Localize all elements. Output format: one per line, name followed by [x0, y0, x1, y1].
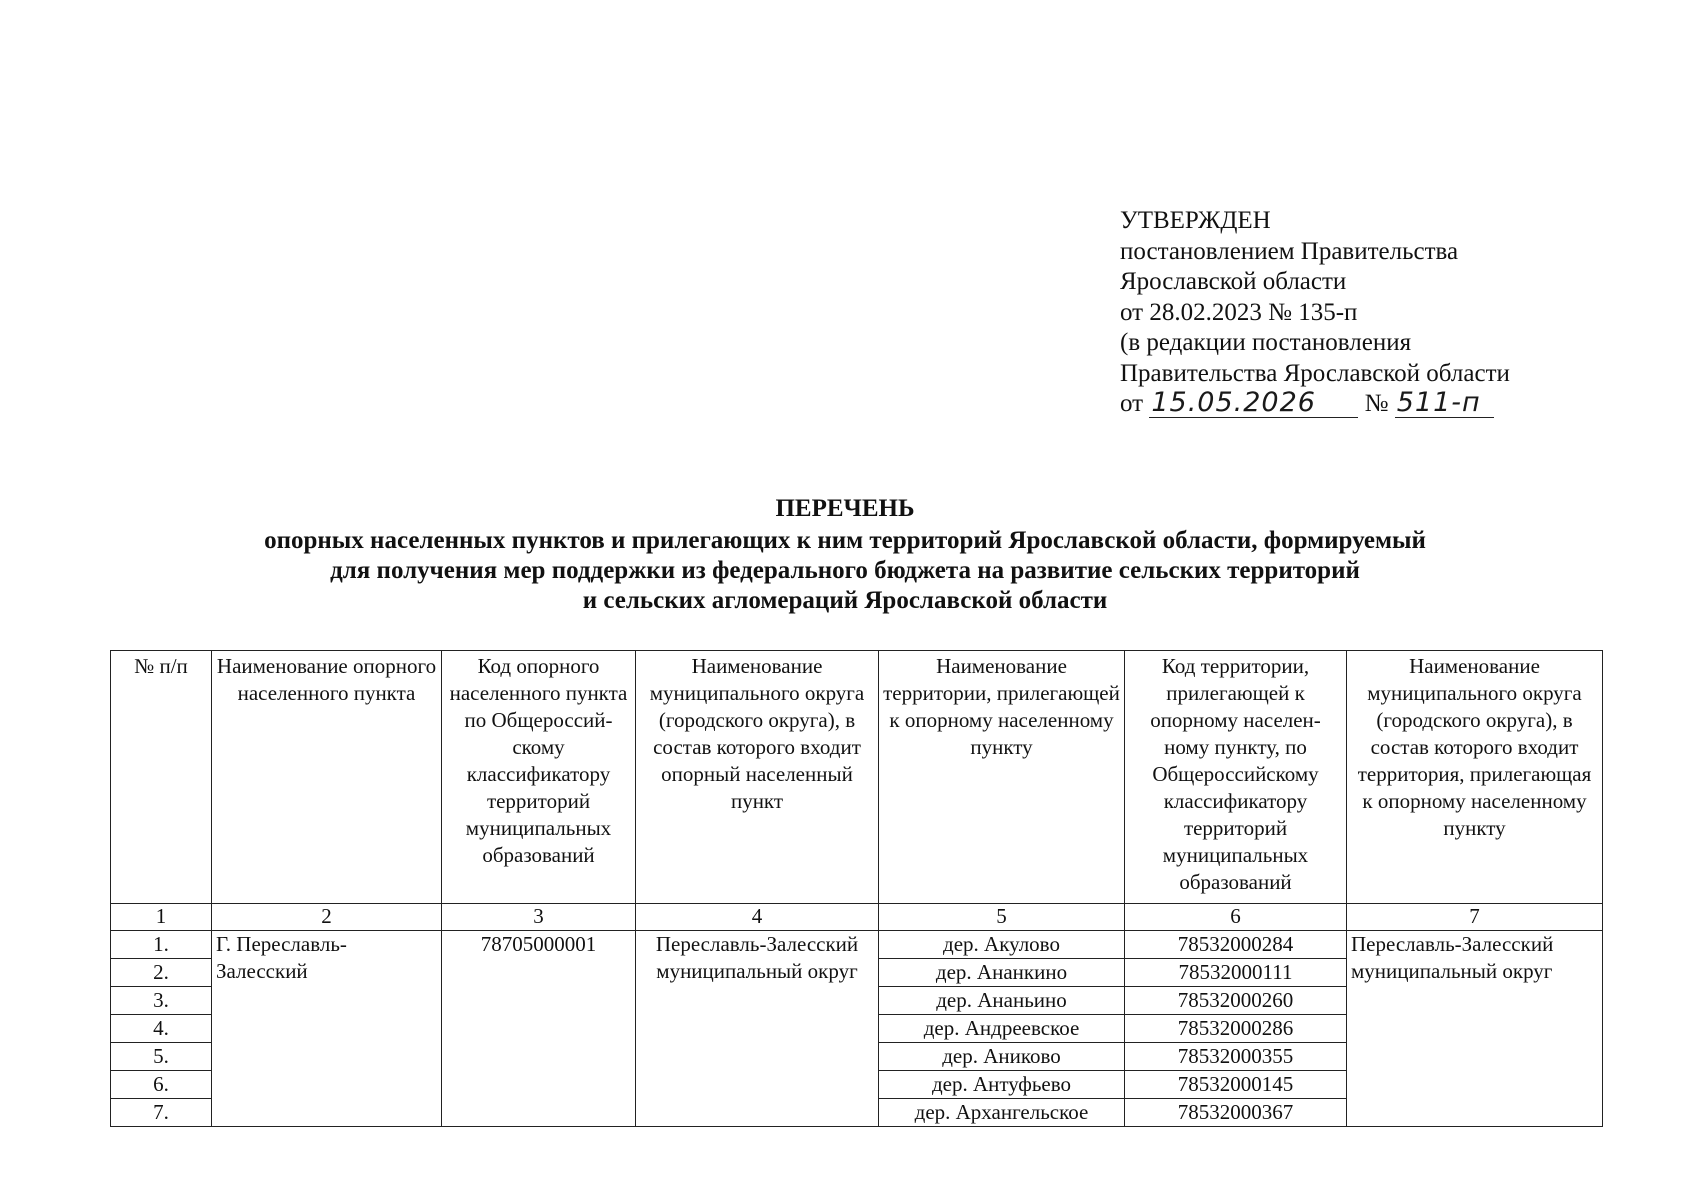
- territory-code: 78532000260: [1125, 987, 1347, 1015]
- handwritten-date: 15.05.2026: [1149, 389, 1358, 418]
- territory-code: 78532000145: [1125, 1071, 1347, 1099]
- settlement-name: Г. Переславль-Залесский: [212, 931, 442, 1127]
- approval-heading: УТВЕРЖДЕН: [1120, 207, 1271, 234]
- column-number-row: [111, 904, 1603, 931]
- row-number: 1.: [111, 931, 212, 959]
- territory-code: 78532000111: [1125, 959, 1347, 987]
- header-cell-municipality: Наименование муниципального округа (городского округа), в состав которого входит опорный населенный пункт: [636, 651, 879, 904]
- column-number: 7: [1347, 904, 1603, 931]
- approval-amendment-line: [1120, 389, 1510, 420]
- approval-line: Правительства Ярославской области: [1120, 359, 1510, 387]
- table-header-row: [111, 651, 1603, 904]
- column-number: 5: [879, 904, 1125, 931]
- territory-name: дер. Ананкино: [879, 959, 1125, 987]
- header-cell-territory-municipality: Наименование муниципального округа (городского округа), в состав которого входит территория, прилегающая к опорному населенному пункту: [1347, 651, 1603, 904]
- territory-code: 78532000355: [1125, 1043, 1347, 1071]
- settlement-municipality: Переславль-Залесский муниципальный округ: [636, 931, 879, 1127]
- handwritten-number: 511-п: [1395, 389, 1494, 418]
- territory-name: дер. Акулово: [879, 931, 1125, 959]
- document-title-block: [100, 492, 1590, 616]
- territory-code: 78532000284: [1125, 931, 1347, 959]
- settlements-table: [110, 650, 1603, 1127]
- header-cell-num: № п/п: [111, 651, 212, 904]
- header-cell-territory-code: Код территории, прилегающей к опорному населен-ному пункту, по Общероссийскому классификатору территорий муниципальных образований: [1125, 651, 1347, 904]
- territory-name: дер. Антуфьево: [879, 1071, 1125, 1099]
- approval-line: от 28.02.2023 № 135-п: [1120, 298, 1358, 326]
- document-title: ПЕРЕЧЕНЬ: [775, 495, 915, 522]
- table-row: [111, 931, 1603, 959]
- territory-name: дер. Аниково: [879, 1043, 1125, 1071]
- territory-name: дер. Андреевское: [879, 1015, 1125, 1043]
- row-number: 3.: [111, 987, 212, 1015]
- column-number: 6: [1125, 904, 1347, 931]
- header-cell-territory: Наименование территории, прилегающей к опорному населенному пункту: [879, 651, 1125, 904]
- territory-municipality: Переславль-Залесский муниципальный округ: [1347, 931, 1603, 1127]
- settlement-code: 78705000001: [442, 931, 636, 1127]
- row-number: 2.: [111, 959, 212, 987]
- row-number: 6.: [111, 1071, 212, 1099]
- row-number: 7.: [111, 1099, 212, 1127]
- territory-code: 78532000367: [1125, 1099, 1347, 1127]
- header-cell-settlement: Наименование опорного населенного пункта: [212, 651, 442, 904]
- document-subtitle-line: для получения мер поддержки из федерального бюджета на развитие сельских территорий: [330, 557, 1360, 584]
- column-number: 4: [636, 904, 879, 931]
- territory-code: 78532000286: [1125, 1015, 1347, 1043]
- column-number: 1: [111, 904, 212, 931]
- number-sign: №: [1364, 390, 1389, 417]
- approval-line: (в редакции постановления: [1120, 329, 1412, 356]
- row-number: 5.: [111, 1043, 212, 1071]
- approval-block: [1120, 206, 1510, 420]
- approval-line: постановлением Правительства: [1120, 237, 1459, 265]
- document-subtitle-line: опорных населенных пунктов и прилегающих к ним территорий Ярославской области, формируемый: [264, 527, 1426, 554]
- column-number: 2: [212, 904, 442, 931]
- territory-name: дер. Ананьино: [879, 987, 1125, 1015]
- column-number: 3: [442, 904, 636, 931]
- from-prefix: от: [1120, 390, 1144, 417]
- approval-line: Ярославской области: [1120, 268, 1347, 295]
- row-number: 4.: [111, 1015, 212, 1043]
- header-cell-settlement-code: Код опорного населенного пункта по Общероссий-скому классификатору территорий муниципальных образований: [442, 651, 636, 904]
- territory-name: дер. Архангельское: [879, 1099, 1125, 1127]
- document-subtitle-line: и сельских агломераций Ярославской области: [582, 587, 1108, 614]
